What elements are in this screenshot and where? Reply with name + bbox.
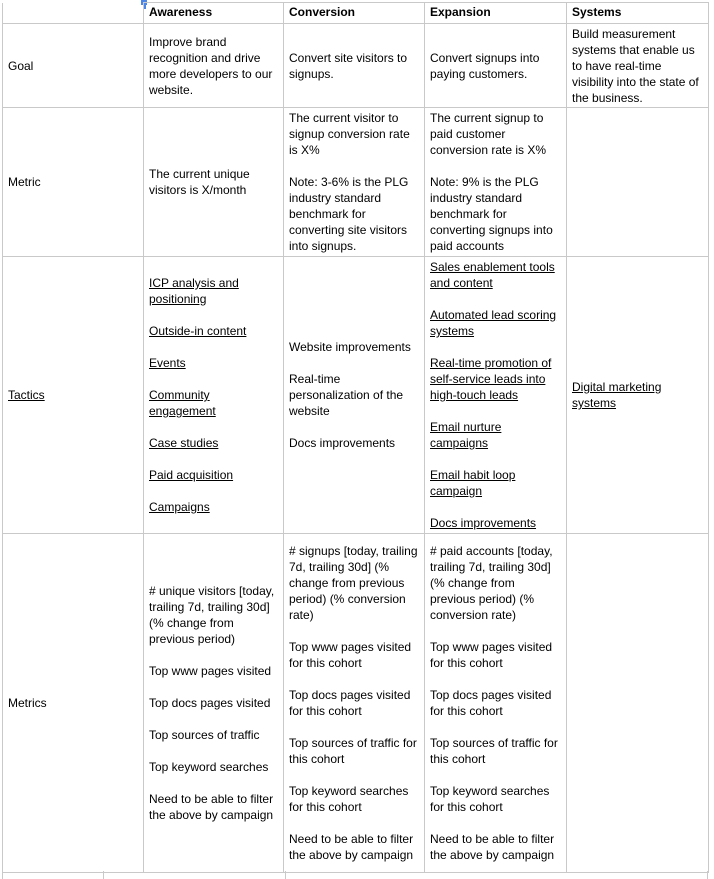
text-website-improvements: Website improvements bbox=[289, 340, 411, 354]
column-header-systems: Systems bbox=[567, 3, 709, 24]
cell-expansion-tactics bbox=[425, 257, 567, 534]
link-community-engagement[interactable]: Community engagement bbox=[149, 388, 216, 418]
text-the-current-unique-visitors-is-x-month: The current unique visitors is X/month bbox=[149, 167, 250, 197]
cell-awareness-tactics bbox=[144, 257, 284, 534]
cell-awareness-metrics bbox=[144, 534, 284, 873]
text-note-9-is-the-plg-industry-standard-benchmark-fo: Note: 9% is the PLG industry standard benchmark for converting signups into paid accounts bbox=[430, 175, 553, 253]
table-body bbox=[3, 24, 709, 873]
text-goal: Goal bbox=[8, 58, 34, 73]
row-label-metric bbox=[3, 108, 144, 257]
column-header-expansion: Expansion bbox=[425, 3, 567, 24]
text-top-www-pages-visited-for-this-cohort: Top www pages visited for this cohort bbox=[430, 640, 553, 670]
text-need-to-be-able-to-filter-the-above-by-campaign: Need to be able to filter the above by campaign bbox=[430, 832, 555, 862]
text-top-www-pages-visited-for-this-cohort: Top www pages visited for this cohort bbox=[289, 640, 412, 670]
cell-expansion-metrics bbox=[425, 534, 567, 873]
table-row-goal bbox=[3, 24, 709, 108]
link-paid-acquisition[interactable]: Paid acquisition bbox=[149, 468, 234, 482]
table-row-tactics bbox=[3, 257, 709, 534]
cell-expansion-metric bbox=[425, 108, 567, 257]
cell-conversion-metric bbox=[284, 108, 425, 257]
row-label-metrics bbox=[3, 534, 144, 873]
text-convert-site-visitors-to-signups: Convert site visitors to signups. bbox=[289, 50, 408, 81]
text-top-sources-of-traffic-for-this-cohort: Top sources of traffic for this cohort bbox=[430, 736, 558, 766]
link-automated-lead-scoring-systems[interactable]: Automated lead scoring systems bbox=[430, 308, 557, 338]
strategy-table bbox=[2, 2, 709, 873]
text-signups-today-trailing-7d-trailing-30d-change-fr: # signups [today, trailing 7d, trailing 30d] (% change from previous period) (% conversion rate) bbox=[289, 544, 418, 622]
text-top-sources-of-traffic: Top sources of traffic bbox=[149, 728, 260, 742]
text-need-to-be-able-to-filter-the-above-by-campaign: Need to be able to filter the above by campaign bbox=[149, 792, 274, 822]
text-top-keyword-searches: Top keyword searches bbox=[149, 760, 269, 774]
text-real-time-personalization-of-the-website: Real-time personalization of the website bbox=[289, 372, 404, 418]
cell-awareness-goal bbox=[144, 24, 284, 108]
next-table-column-divider-2 bbox=[285, 871, 286, 879]
table-row-metrics bbox=[3, 534, 709, 873]
link-case-studies[interactable]: Case studies bbox=[149, 436, 219, 450]
text-top-docs-pages-visited: Top docs pages visited bbox=[149, 696, 271, 710]
next-table-border-right bbox=[707, 871, 708, 879]
cell-conversion-metrics bbox=[284, 534, 425, 873]
text-improve-brand-recognition-and-drive-more-develop: Improve brand recognition and drive more developers to our website. bbox=[149, 34, 273, 97]
cell-systems-tactics bbox=[567, 257, 709, 534]
text-the-current-signup-to-paid-customer-conversion-r: The current signup to paid customer conversion rate is X% bbox=[430, 111, 547, 157]
link-real-time-promotion-of-self-service-leads-into-h[interactable]: Real-time promotion of self-service leads into high-touch leads bbox=[430, 356, 552, 402]
text-convert-signups-into-paying-customers: Convert signups into paying customers. bbox=[430, 50, 540, 81]
link-email-habit-loop-campaign[interactable]: Email habit loop campaign bbox=[430, 468, 516, 498]
row-label-tactics bbox=[3, 257, 144, 534]
text-need-to-be-able-to-filter-the-above-by-campaign: Need to be able to filter the above by campaign bbox=[289, 832, 414, 862]
next-table-border-left bbox=[2, 871, 3, 879]
corner-header-cell bbox=[3, 3, 144, 24]
next-table-column-divider-1 bbox=[103, 871, 104, 879]
text-top-keyword-searches-for-this-cohort: Top keyword searches for this cohort bbox=[430, 784, 550, 814]
cell-systems-metrics bbox=[567, 534, 709, 873]
column-header-conversion: Conversion bbox=[284, 3, 425, 24]
text-unique-visitors-today-trailing-7d-trailing-30d-c: # unique visitors [today, trailing 7d, trailing 30d] (% change from previous period) bbox=[149, 584, 275, 646]
text-build-measurement-systems-that-enable-us-to-have: Build measurement systems that enable us to have real-time visibility into the state of the business. bbox=[572, 26, 699, 105]
text-metrics: Metrics bbox=[8, 696, 47, 710]
text-paid-accounts-today-trailing-7d-trailing-30d-cha: # paid accounts [today, trailing 7d, trailing 30d] (% change from previous period) (% conversion rate) bbox=[430, 544, 553, 622]
link-events[interactable]: Events bbox=[149, 356, 186, 370]
text-top-docs-pages-visited-for-this-cohort: Top docs pages visited for this cohort bbox=[289, 688, 411, 718]
link-digital-marketing-systems[interactable]: Digital marketing systems bbox=[572, 380, 662, 410]
cell-conversion-goal bbox=[284, 24, 425, 108]
link-sales-enablement-tools-and-content[interactable]: Sales enablement tools and content bbox=[430, 260, 555, 290]
row-label-goal bbox=[3, 24, 144, 108]
link-campaigns[interactable]: Campaigns bbox=[149, 500, 210, 514]
link-outside-in-content[interactable]: Outside-in content bbox=[149, 324, 247, 338]
text-top-keyword-searches-for-this-cohort: Top keyword searches for this cohort bbox=[289, 784, 409, 814]
text-top-sources-of-traffic-for-this-cohort: Top sources of traffic for this cohort bbox=[289, 736, 417, 766]
text-metric: Metric bbox=[8, 175, 41, 189]
link-email-nurture-campaigns[interactable]: Email nurture campaigns bbox=[430, 420, 502, 450]
link-tactics[interactable]: Tactics bbox=[8, 388, 45, 402]
cell-systems-goal bbox=[567, 24, 709, 108]
text-docs-improvements: Docs improvements bbox=[289, 436, 396, 450]
link-docs-improvements[interactable]: Docs improvements bbox=[430, 516, 537, 530]
cell-expansion-goal bbox=[425, 24, 567, 108]
link-icp-analysis-and-positioning[interactable]: ICP analysis and positioning bbox=[149, 276, 239, 306]
text-the-current-visitor-to-signup-conversion-rate-is: The current visitor to signup conversion rate is X% bbox=[289, 111, 410, 157]
table-header-row bbox=[3, 3, 709, 24]
cell-conversion-tactics bbox=[284, 257, 425, 534]
header-row bbox=[3, 3, 709, 24]
text-note-3-6-is-the-plg-industry-standard-benchmark-: Note: 3-6% is the PLG industry standard benchmark for converting site visitors into signups. bbox=[289, 175, 409, 253]
text-top-www-pages-visited: Top www pages visited bbox=[149, 664, 272, 678]
cell-systems-metric bbox=[567, 108, 709, 257]
column-header-awareness: Awareness bbox=[144, 3, 284, 24]
table-row-metric bbox=[3, 108, 709, 257]
text-top-docs-pages-visited-for-this-cohort: Top docs pages visited for this cohort bbox=[430, 688, 552, 718]
cell-awareness-metric bbox=[144, 108, 284, 257]
